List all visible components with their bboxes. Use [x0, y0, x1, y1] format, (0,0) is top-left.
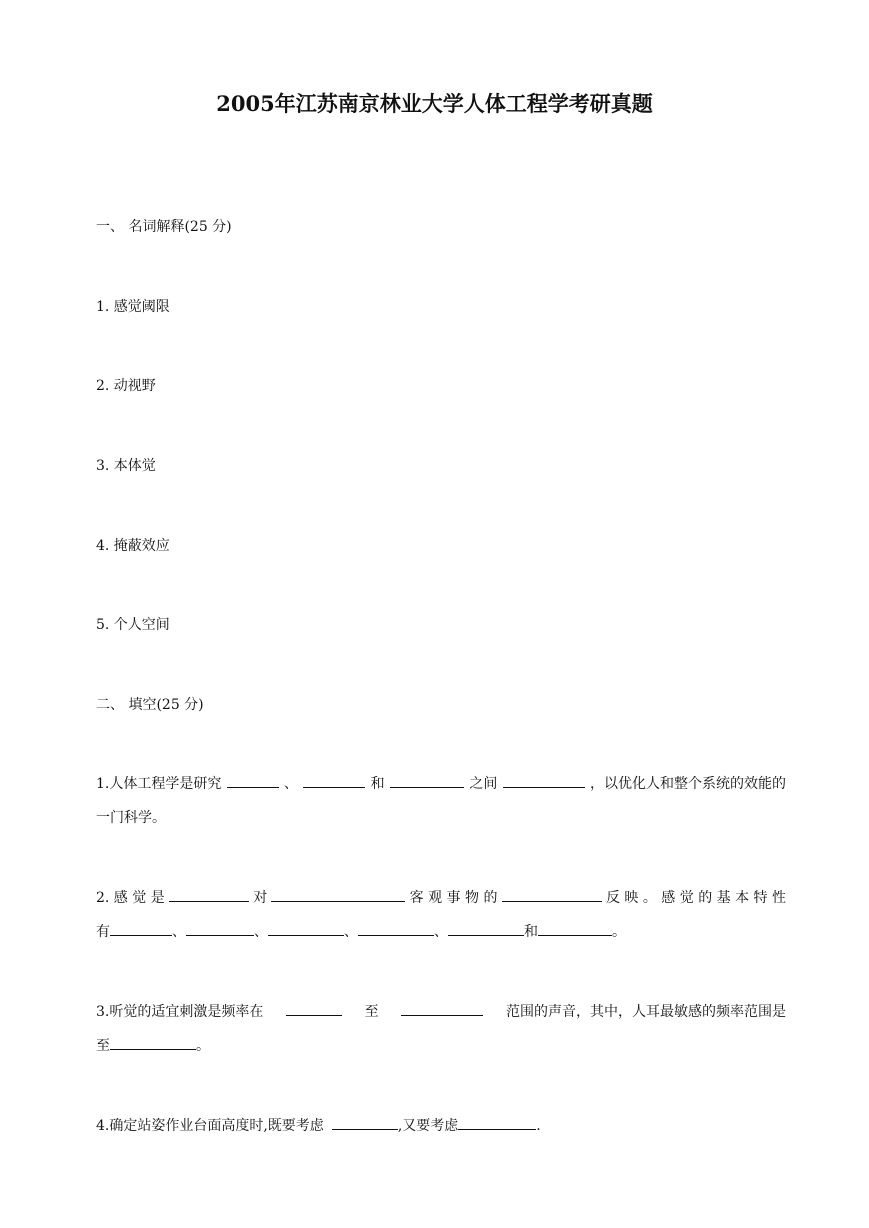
question-3-text: 至 — [364, 1004, 379, 1020]
answer-blank[interactable] — [538, 921, 612, 936]
answer-blank[interactable] — [227, 773, 279, 788]
answer-blank[interactable] — [448, 921, 524, 936]
question-1 — [96, 773, 786, 827]
question-4-text: ,又要考虑 — [397, 1118, 459, 1134]
answer-blank[interactable] — [186, 921, 254, 936]
section-heading-definitions: 一、 名词解释(25 分) — [96, 219, 232, 235]
page-title: 2005年江苏南京林业大学人体工程学考研真题 — [216, 91, 653, 116]
definition-item: 1. 感觉阈限 — [96, 299, 170, 315]
answer-blank[interactable] — [110, 1035, 196, 1050]
question-4 — [96, 1115, 786, 1135]
question-3-text: 范围的声音，其中，人耳最敏感的频率范围是 — [505, 1004, 786, 1020]
question-2-text: 反 映 。 感 觉 的 基 本 特 性 — [605, 890, 786, 906]
definition-item: 2. 动视野 — [96, 378, 156, 394]
question-1-separator: 之间 — [469, 776, 498, 792]
definition-item: 3. 本体觉 — [96, 458, 156, 474]
question-2-separator: 、 — [172, 924, 186, 940]
question-3-text: 至 — [96, 1038, 110, 1054]
question-2-separator: 、 — [344, 924, 358, 940]
answer-blank[interactable] — [390, 773, 464, 788]
question-1-text: 1.人体工程学是研究 — [96, 776, 222, 792]
question-1-text: ，以优化人和整个系统的效能的 — [589, 776, 786, 792]
answer-blank[interactable] — [268, 921, 344, 936]
answer-blank[interactable] — [110, 921, 172, 936]
definition-item: 5. 个人空间 — [96, 617, 170, 633]
question-3-text: 3.听觉的适宜刺激是频率在 — [96, 1004, 264, 1020]
question-2-separator: 。 — [612, 924, 626, 940]
question-2-text: 客 观 事 物 的 — [409, 890, 498, 906]
question-2-text: 对 — [253, 890, 268, 906]
answer-blank[interactable] — [303, 773, 365, 788]
question-4-text: . — [536, 1118, 541, 1134]
question-3-text: 。 — [196, 1038, 210, 1054]
answer-blank[interactable] — [271, 887, 405, 902]
answer-blank[interactable] — [401, 1001, 483, 1016]
section-heading-fill-in: 二、 填空(25 分) — [96, 697, 204, 713]
answer-blank[interactable] — [169, 887, 249, 902]
question-3 — [96, 1001, 786, 1055]
answer-blank[interactable] — [458, 1115, 536, 1130]
answer-blank[interactable] — [358, 921, 434, 936]
question-2-separator: 、 — [254, 924, 268, 940]
question-2-text: 有 — [96, 924, 110, 940]
question-4-text: 4.确定站姿作业台面高度时,既要考虑 — [96, 1118, 324, 1134]
question-1-separator: 和 — [370, 776, 385, 792]
answer-blank[interactable] — [502, 887, 602, 902]
answer-blank[interactable] — [332, 1115, 398, 1130]
answer-blank[interactable] — [286, 1001, 342, 1016]
question-1-separator: 、 — [284, 776, 299, 792]
question-2-separator: 和 — [524, 924, 538, 940]
definition-item: 4. 掩蔽效应 — [96, 538, 170, 554]
question-1-text: 一门科学。 — [96, 810, 166, 826]
answer-blank[interactable] — [503, 773, 585, 788]
question-2-text: 2. 感 觉 是 — [96, 890, 165, 906]
question-2 — [96, 887, 786, 941]
question-2-separator: 、 — [434, 924, 448, 940]
